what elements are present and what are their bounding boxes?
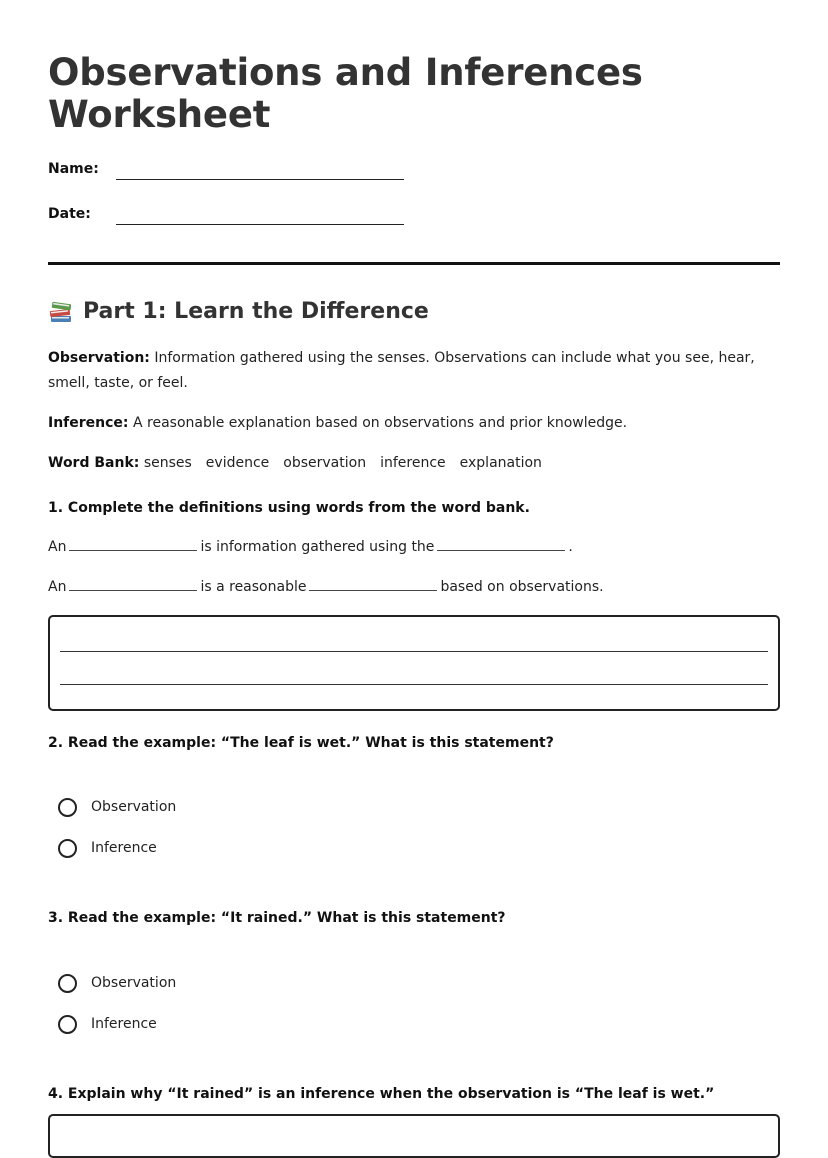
question-1: 1. Complete the definitions using words from the word bank. [48,500,530,516]
q3-option-inference[interactable] [58,1011,157,1037]
q1-s1-part-a: An [48,539,67,555]
answer-line [60,651,768,652]
q4-answer-box[interactable] [48,1114,780,1158]
inference-def-text: A reasonable explanation based on observations and prior knowledge. [132,415,628,431]
question-2: 2. Read the example: “The leaf is wet.” What is this statement? [48,735,554,751]
part1-heading [48,298,429,326]
part1-heading-text: Part 1: Learn the Difference [83,299,429,324]
inference-term: Inference: [48,415,129,431]
q1-s2-part-b: is a reasonable [200,579,307,595]
q1-sentence-1 [48,535,780,560]
fill-blank[interactable] [69,578,197,591]
q2-option-inference[interactable] [58,835,157,861]
fill-blank[interactable] [69,538,197,551]
q1-s2-part-c: based on observations. [440,579,604,595]
word-bank-item: observation [283,455,367,471]
page-title: Observations and Inferences Worksheet [48,51,643,136]
fill-blank[interactable] [309,578,437,591]
name-input[interactable] [116,157,404,180]
q2-option-observation[interactable] [58,794,176,820]
q1-s2-part-a: An [48,579,67,595]
name-label: Name: [48,161,99,177]
q3-option-observation[interactable] [58,970,176,996]
q1-s1-part-b: is information gathered using the [200,539,435,555]
radio-button[interactable] [58,798,77,817]
observation-definition [48,346,780,396]
word-bank-label: Word Bank: [48,455,140,471]
date-input[interactable] [116,202,404,225]
observation-term: Observation: [48,350,150,366]
q1-sentence-2 [48,575,780,600]
word-bank-item: senses [143,455,192,471]
radio-button[interactable] [58,839,77,858]
question-3: 3. Read the example: “It rained.” What is this statement? [48,910,506,926]
word-bank-item: explanation [459,455,542,471]
inference-definition [48,411,780,436]
date-field-row [48,206,468,236]
q1-s1-part-c: . [568,539,573,555]
radio-label: Observation [91,799,177,815]
section-divider [48,262,780,265]
radio-label: Observation [91,975,177,991]
q1-answer-box[interactable] [48,615,780,711]
date-label: Date: [48,206,91,222]
radio-button[interactable] [58,974,77,993]
books-icon [48,300,74,324]
question-4: 4. Explain why “It rained” is an inference when the observation is “The leaf is wet.” [48,1086,715,1102]
answer-line [60,684,768,685]
word-bank-item: evidence [205,455,270,471]
observation-def-text: Information gathered using the senses. Observations can include what you see, hear, smell, taste, or feel. [48,350,755,391]
word-bank [48,451,780,476]
radio-label: Inference [91,1016,157,1032]
radio-button[interactable] [58,1015,77,1034]
name-field-row [48,161,468,191]
radio-label: Inference [91,840,157,856]
word-bank-item: inference [380,455,446,471]
fill-blank[interactable] [437,538,565,551]
